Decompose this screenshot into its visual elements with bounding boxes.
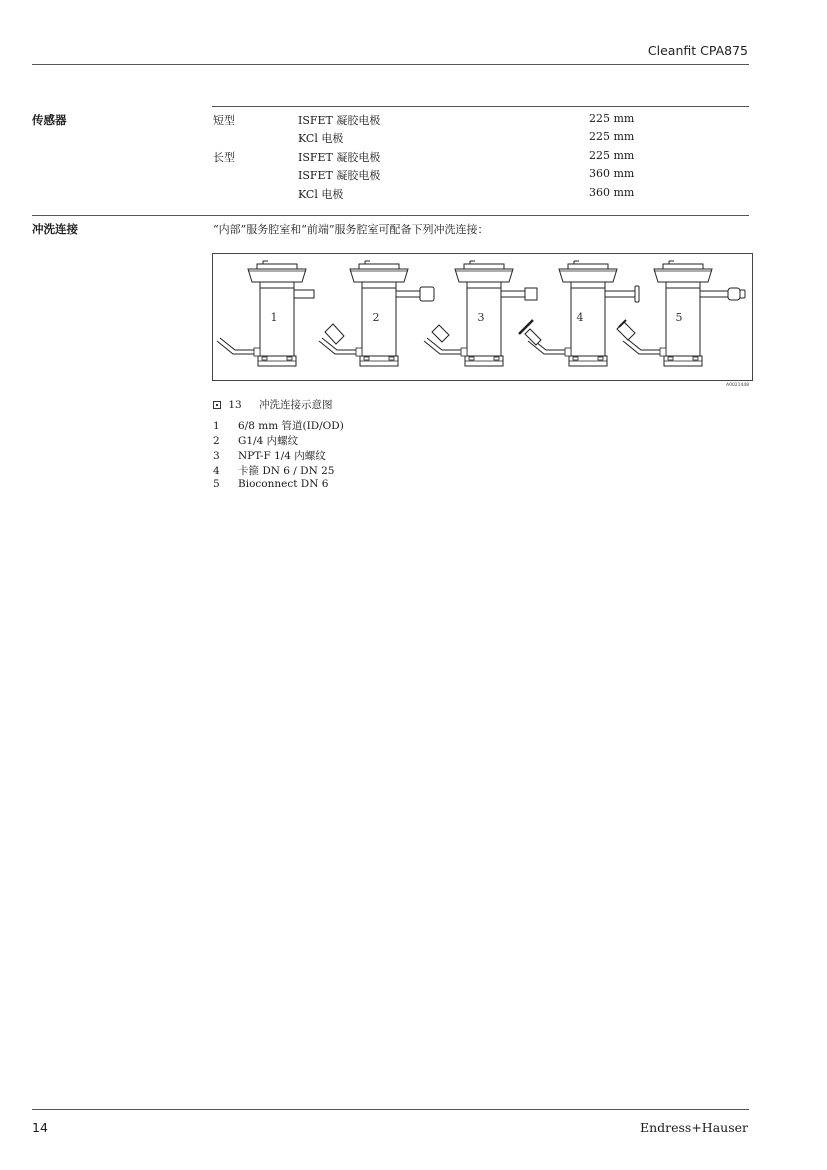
- flush-section-label: 冲洗连接: [32, 222, 78, 236]
- sensor-section-label: 传感器: [32, 113, 67, 127]
- legend-text: 卡箍 DN 6 / DN 25: [238, 465, 335, 477]
- callout-label: 1: [270, 311, 278, 324]
- flush-intro-text: “内部”服务腔室和“前端”服务腔室可配备下列冲洗连接：: [213, 223, 489, 236]
- sensor-length-cell: 225 mm: [589, 149, 635, 162]
- legend-number: 5: [213, 478, 220, 490]
- sensor-section-rule: [212, 106, 749, 107]
- figure-id: A0021448: [726, 383, 750, 388]
- sensor-desc-cell: KCl 电极: [298, 188, 344, 201]
- figure-legend: [213, 418, 344, 490]
- sensor-length-cell: 225 mm: [589, 112, 635, 125]
- legend-text: Bioconnect DN 6: [238, 478, 329, 490]
- flush-section-rule: [32, 215, 749, 216]
- legend-item: [213, 463, 344, 478]
- figure-icon: [213, 401, 221, 409]
- sensor-type-cell: 长型: [213, 151, 235, 164]
- flush-connection-figure: [212, 253, 753, 381]
- footer-rule: [32, 1109, 749, 1110]
- sensor-length-cell: 360 mm: [589, 167, 635, 180]
- legend-text: G1/4 内螺纹: [238, 435, 299, 447]
- legend-text: 6/8 mm 管道(ID/OD): [238, 420, 344, 432]
- callout-label: 4: [576, 311, 584, 324]
- callout-label: 3: [477, 311, 485, 324]
- document-title: Cleanfit CPA875: [647, 43, 748, 58]
- callout-label: 2: [372, 311, 380, 324]
- caption-text: 冲洗连接示意图: [259, 399, 333, 411]
- header-rule: [32, 64, 749, 65]
- sensor-length-cell: 225 mm: [589, 130, 635, 143]
- sensor-desc-cell: ISFET 凝胶电极: [298, 169, 381, 182]
- legend-number: 3: [213, 450, 220, 462]
- legend-number: 4: [213, 465, 220, 477]
- brand-name: Endress+Hauser: [639, 1120, 748, 1135]
- page-number: 14: [32, 1120, 48, 1135]
- sensor-desc-cell: ISFET 凝胶电极: [298, 151, 381, 164]
- callout-label: 5: [675, 311, 683, 324]
- sensor-type-cell: 短型: [213, 114, 235, 127]
- sensor-desc-cell: ISFET 凝胶电极: [298, 114, 381, 127]
- figure-caption: [213, 397, 333, 412]
- legend-number: 1: [213, 420, 220, 432]
- sensor-length-cell: 360 mm: [589, 186, 635, 199]
- legend-item: [213, 433, 344, 448]
- legend-text: NPT-F 1/4 内螺纹: [238, 450, 326, 462]
- legend-number: 2: [213, 435, 220, 447]
- legend-item: [213, 418, 344, 433]
- caption-number: 13: [228, 399, 242, 411]
- legend-item: [213, 448, 344, 463]
- legend-item: [213, 478, 344, 490]
- sensor-desc-cell: KCl 电极: [298, 132, 344, 145]
